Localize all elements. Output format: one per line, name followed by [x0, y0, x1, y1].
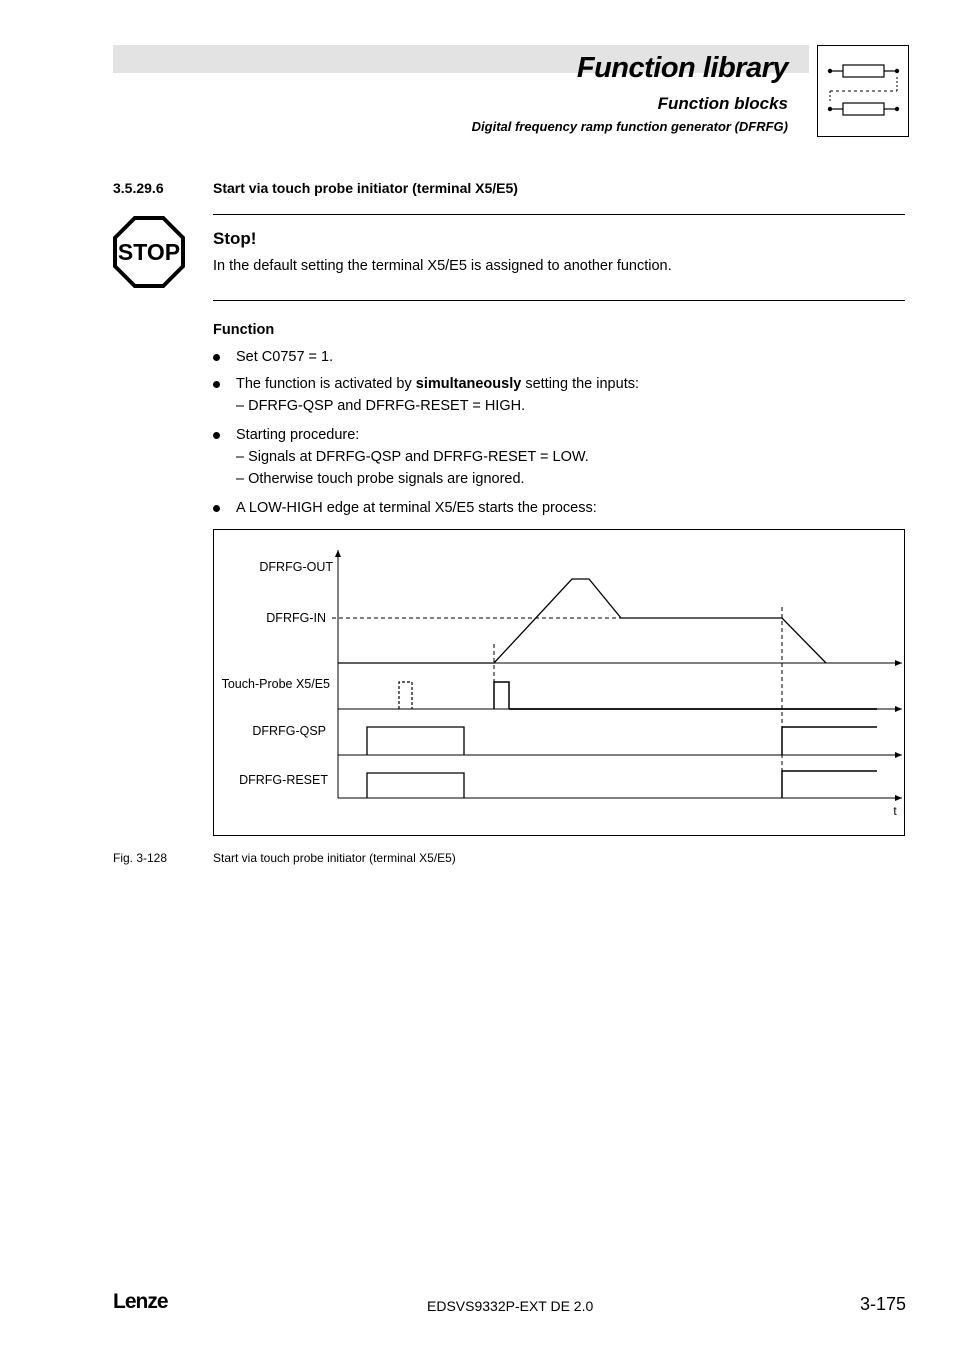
signal-label-dfrfg-out: DFRFG-OUT	[259, 560, 333, 574]
qsp-high-pulse	[367, 727, 464, 755]
brand-logo: Lenze	[113, 1290, 168, 1313]
function-block-icon	[817, 45, 909, 137]
stop-sign-icon	[112, 215, 186, 289]
touch-probe-start-pulse	[494, 682, 509, 709]
bullet-line	[236, 373, 639, 395]
bullet-line: A LOW-HIGH edge at terminal X5/E5 starts the process:	[236, 500, 597, 516]
stop-text: In the default setting the terminal X5/E5 is assigned to another function.	[213, 258, 672, 274]
bullet-text-bold: simultaneously	[415, 376, 522, 392]
stop-notice-bottom-rule	[213, 300, 905, 301]
bullet-line: Set C0757 = 1.	[236, 349, 334, 365]
bullet-item-3	[213, 424, 589, 490]
touch-probe-ignored-pulse	[399, 682, 412, 709]
section-title: Start via touch probe initiator (terminal X5/E5)	[213, 180, 518, 196]
page-title: Function library	[576, 52, 788, 84]
bullet-dot	[213, 354, 220, 361]
stop-notice-top-rule	[213, 214, 905, 215]
function-heading: Function	[213, 322, 275, 338]
bullet-text-post: setting the inputs:	[521, 376, 639, 392]
document-id: EDSVS9332P-EXT DE 2.0	[427, 1298, 594, 1314]
chapter-subtitle: Function blocks	[657, 94, 788, 113]
section-number: 3.5.29.6	[113, 180, 164, 196]
bullet-item-2	[213, 373, 639, 417]
stop-sign-text: STOP	[117, 239, 181, 265]
qsp-second-high	[782, 727, 877, 755]
bullet-dot	[213, 432, 220, 439]
bullet-line: Starting procedure:	[236, 427, 360, 443]
reset-high-pulse	[367, 773, 464, 798]
time-axis-label: t	[893, 804, 897, 818]
bullet-line: – DFRFG-QSP and DFRFG-RESET = HIGH.	[236, 398, 526, 414]
stop-title: Stop!	[213, 229, 257, 248]
bullet-line: – Otherwise touch probe signals are ignored.	[236, 471, 525, 487]
section-context: Digital frequency ramp function generator (DFRFG)	[471, 119, 788, 134]
figure-number: Fig. 3-128	[113, 851, 168, 865]
bullet-item-1	[213, 346, 333, 368]
bullet-item-4	[213, 497, 597, 519]
page-number: 3-175	[859, 1294, 906, 1314]
bullet-dot	[213, 381, 220, 388]
signal-label-dfrfg-qsp: DFRFG-QSP	[252, 724, 326, 738]
signal-label-dfrfg-in: DFRFG-IN	[266, 611, 326, 625]
figure-caption: Start via touch probe initiator (terminal X5/E5)	[213, 851, 456, 865]
bullet-line: – Signals at DFRFG-QSP and DFRFG-RESET = LOW.	[236, 449, 589, 465]
signal-label-dfrfg-reset: DFRFG-RESET	[239, 773, 328, 787]
dfrfg-out-trace	[338, 579, 826, 663]
timing-diagram	[213, 529, 905, 836]
signal-label-touch-probe: Touch-Probe X5/E5	[221, 677, 330, 691]
reset-second-high	[782, 771, 877, 798]
bullet-dot	[213, 505, 220, 512]
bullet-text-pre: The function is activated by	[236, 376, 416, 392]
